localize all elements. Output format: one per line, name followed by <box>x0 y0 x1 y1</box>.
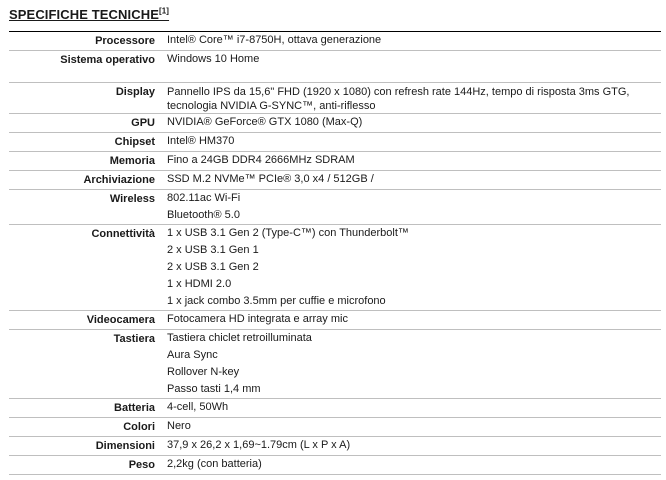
spec-value <box>161 225 661 311</box>
spec-value-line: Fotocamera HD integrata e array mic <box>167 313 348 325</box>
spec-row-batteria <box>9 399 661 418</box>
spec-row-display <box>9 83 661 114</box>
spec-row-colori <box>9 418 661 437</box>
spec-value-line: Pannello IPS da 15,6" FHD (1920 x 1080) con refresh rate 144Hz, tempo di risposta 3ms GTG, tecnologia NVIDIA G-SYNC™, anti-riflesso <box>167 86 630 112</box>
spec-label: Dimensioni <box>9 437 161 456</box>
spec-value-line: 2,2kg (con batteria) <box>167 458 262 470</box>
spec-value-line: 1 x jack combo 3.5mm per cuffie e microfono <box>167 295 386 307</box>
spec-value-line: Passo tasti 1,4 mm <box>167 383 261 395</box>
spec-value <box>161 171 661 190</box>
spec-value <box>161 399 661 418</box>
spec-value <box>161 32 661 51</box>
spec-row-connettivita <box>9 225 661 311</box>
spec-row-memoria <box>9 152 661 171</box>
spec-row-wireless <box>9 190 661 225</box>
spec-row-processore <box>9 32 661 51</box>
spec-value <box>161 51 661 83</box>
spec-label: Archiviazione <box>9 171 161 190</box>
spec-value-line: Intel® HM370 <box>167 135 235 147</box>
spec-label: Display <box>9 83 161 114</box>
spec-value-line: 1 x USB 3.1 Gen 2 (Type-C™) con Thunderbolt™ <box>167 227 409 239</box>
spec-value-line: 1 x HDMI 2.0 <box>167 278 232 290</box>
spec-document <box>9 6 661 475</box>
spec-label: Chipset <box>9 133 161 152</box>
spec-value-line: 2 x USB 3.1 Gen 1 <box>167 244 259 256</box>
row-spacer <box>167 68 661 82</box>
spec-value-line: Nero <box>167 420 191 432</box>
spec-label: Wireless <box>9 190 161 225</box>
spec-label: Peso <box>9 456 161 475</box>
spec-value-line: 37,9 x 26,2 x 1,69~1.79cm (L x P x A) <box>167 439 351 451</box>
spec-value-line: Tastiera chiclet retroilluminata <box>167 332 312 344</box>
spec-value <box>161 152 661 171</box>
spec-label: Memoria <box>9 152 161 171</box>
heading-title: SPECIFICHE TECNICHE <box>9 7 159 22</box>
spec-value-line: 2 x USB 3.1 Gen 2 <box>167 261 259 273</box>
spec-row-videocamera <box>9 311 661 330</box>
spec-value-line: 4-cell, 50Wh <box>167 401 229 413</box>
spec-row-chipset <box>9 133 661 152</box>
spec-value <box>161 311 661 330</box>
spec-label: Connettività <box>9 225 161 311</box>
spec-value-line: 802.11ac Wi-Fi <box>167 192 241 204</box>
spec-value-line: Windows 10 Home <box>167 53 260 65</box>
section-heading <box>9 6 661 24</box>
spec-value <box>161 330 661 399</box>
spec-label: Tastiera <box>9 330 161 399</box>
spec-row-gpu <box>9 114 661 133</box>
spec-value-line: Intel® Core™ i7-8750H, ottava generazione <box>167 34 382 46</box>
spec-label: Batteria <box>9 399 161 418</box>
spec-value <box>161 114 661 133</box>
spec-label: Videocamera <box>9 311 161 330</box>
footnote-marker: [1] <box>158 6 170 16</box>
spec-row-tastiera <box>9 330 661 399</box>
spec-value <box>161 456 661 475</box>
spec-label: Sistema operativo <box>9 51 161 83</box>
spec-value <box>161 83 661 114</box>
spec-label: GPU <box>9 114 161 133</box>
spec-row-peso <box>9 456 661 475</box>
spec-value <box>161 133 661 152</box>
spec-value-line: Bluetooth® 5.0 <box>167 209 240 221</box>
spec-value <box>161 437 661 456</box>
spec-row-archiviazione <box>9 171 661 190</box>
spec-value-line: Rollover N-key <box>167 366 240 378</box>
spec-value <box>161 190 661 225</box>
spec-label: Colori <box>9 418 161 437</box>
spec-value-line: NVIDIA® GeForce® GTX 1080 (Max-Q) <box>167 116 363 128</box>
spec-value-line: SSD M.2 NVMe™ PCIe® 3,0 x4 / 512GB / <box>167 173 374 185</box>
spec-value-line: Fino a 24GB DDR4 2666MHz SDRAM <box>167 154 355 166</box>
spec-value-line: Aura Sync <box>167 349 218 361</box>
spec-value <box>161 418 661 437</box>
spec-label: Processore <box>9 32 161 51</box>
spec-row-dimensioni <box>9 437 661 456</box>
spec-row-sistema-operativo <box>9 51 661 83</box>
spec-table <box>9 31 661 475</box>
